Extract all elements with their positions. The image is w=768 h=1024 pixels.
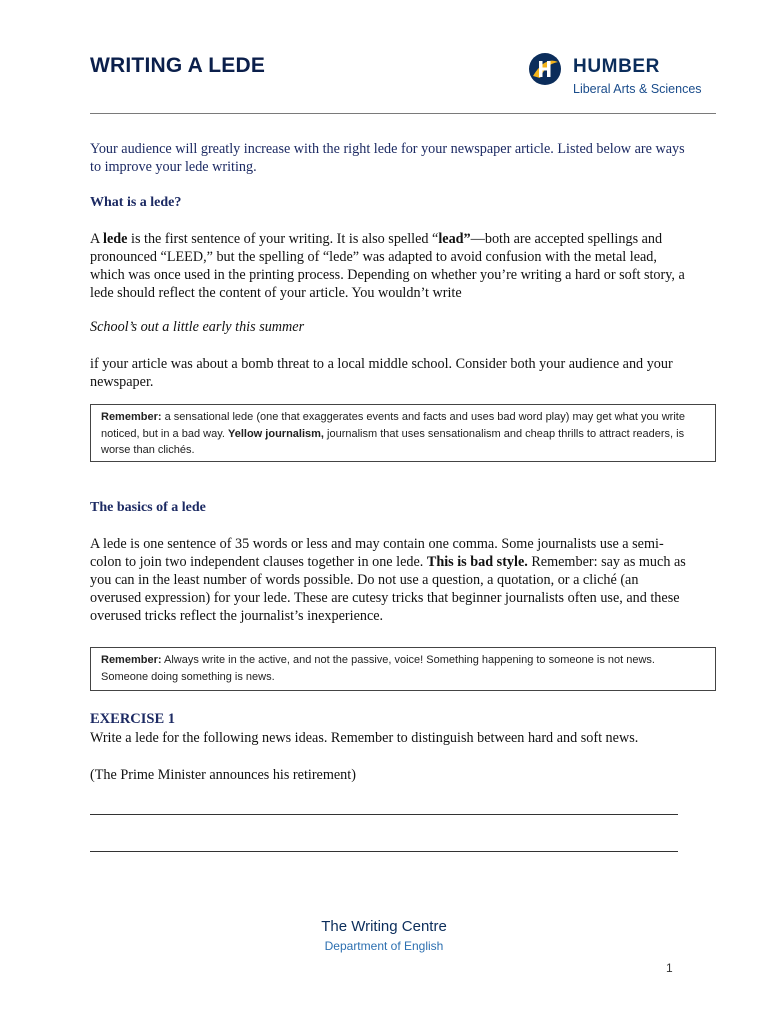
page-number: 1 bbox=[666, 961, 673, 975]
header-divider bbox=[90, 113, 716, 114]
footer-department: Department of English bbox=[324, 939, 444, 953]
exercise-prompt: (The Prime Minister announces his retirement) bbox=[90, 767, 356, 783]
section-heading-basics: The basics of a lede bbox=[90, 500, 206, 515]
section-heading-what-is-lede: What is a lede? bbox=[90, 195, 182, 210]
term-yellow-journalism: Yellow journalism, bbox=[228, 427, 324, 440]
text-run: A bbox=[90, 231, 104, 247]
remember-label: Remember: bbox=[101, 411, 162, 423]
humber-shield-icon bbox=[528, 52, 562, 86]
term-lede: lede bbox=[103, 231, 128, 247]
exercise-instruction: Write a lede for the following news ideas. Remember to distinguish between hard and soft news. bbox=[90, 730, 639, 746]
remember-box-active-voice bbox=[90, 647, 716, 691]
footer-writing-centre: The Writing Centre bbox=[321, 918, 447, 935]
answer-line[interactable] bbox=[90, 814, 678, 815]
answer-line[interactable] bbox=[90, 851, 678, 852]
text-run: —both are accepted spellings and pronounced “LEED,” but the spelling of “lede” was adapted to avoid confusion with the metal lead, which was once used in the printing process. Depending on whether you’re writing a hard or soft story, a lede should reflect the content of your article. You wouldn’t write bbox=[90, 231, 685, 301]
term-lead: lead” bbox=[438, 231, 471, 247]
audience-paragraph: if your article was about a bomb threat to a local middle school. Consider both your audience and your newspaper. bbox=[90, 356, 673, 390]
basics-paragraph bbox=[90, 535, 690, 625]
humber-logo bbox=[528, 52, 728, 102]
lede-definition-paragraph bbox=[90, 230, 690, 302]
text-run: journalism that uses sensationalism and cheap thrills to attract readers, is worse than clichés. bbox=[101, 427, 685, 456]
example-lede: School’s out a little early this summer bbox=[90, 319, 305, 335]
text-run: A lede is one sentence of 35 words or less and may contain one comma. Some journalists use a semi-colon to join two independent clauses together in one lede. bbox=[90, 536, 664, 570]
remember-box-sensational bbox=[90, 404, 716, 462]
intro-paragraph: Your audience will greatly increase with the right lede for your newspaper article. Listed below are ways to improve your lede writing. bbox=[90, 141, 685, 175]
remember-label: Remember: bbox=[101, 654, 162, 666]
brand-name: HUMBER bbox=[573, 56, 660, 77]
bad-style-emphasis: This is bad style. bbox=[426, 554, 528, 570]
text-run: is the first sentence of your writing. It is also spelled “ bbox=[127, 231, 439, 247]
brand-subtitle: Liberal Arts & Sciences bbox=[573, 82, 702, 96]
text-run: Always write in the active, and not the passive, voice! Something happening to someone is not news. Someone doing something is news. bbox=[101, 654, 655, 683]
page-title: WRITING A LEDE bbox=[90, 54, 266, 77]
text-run: Remember: say as much as you can in the least number of words possible. Do not use a question, a quotation, or a cliché (an overused expression) for your lede. These are cutesy tricks that beginner journalists often use, and these overused tricks reflect the journalist’s inexperience. bbox=[90, 554, 686, 624]
text-run: a sensational lede (one that exaggerates events and facts and uses bad word play) may get what you write noticed, but in a bad way. bbox=[101, 411, 685, 440]
exercise-heading: EXERCISE 1 bbox=[90, 711, 176, 727]
